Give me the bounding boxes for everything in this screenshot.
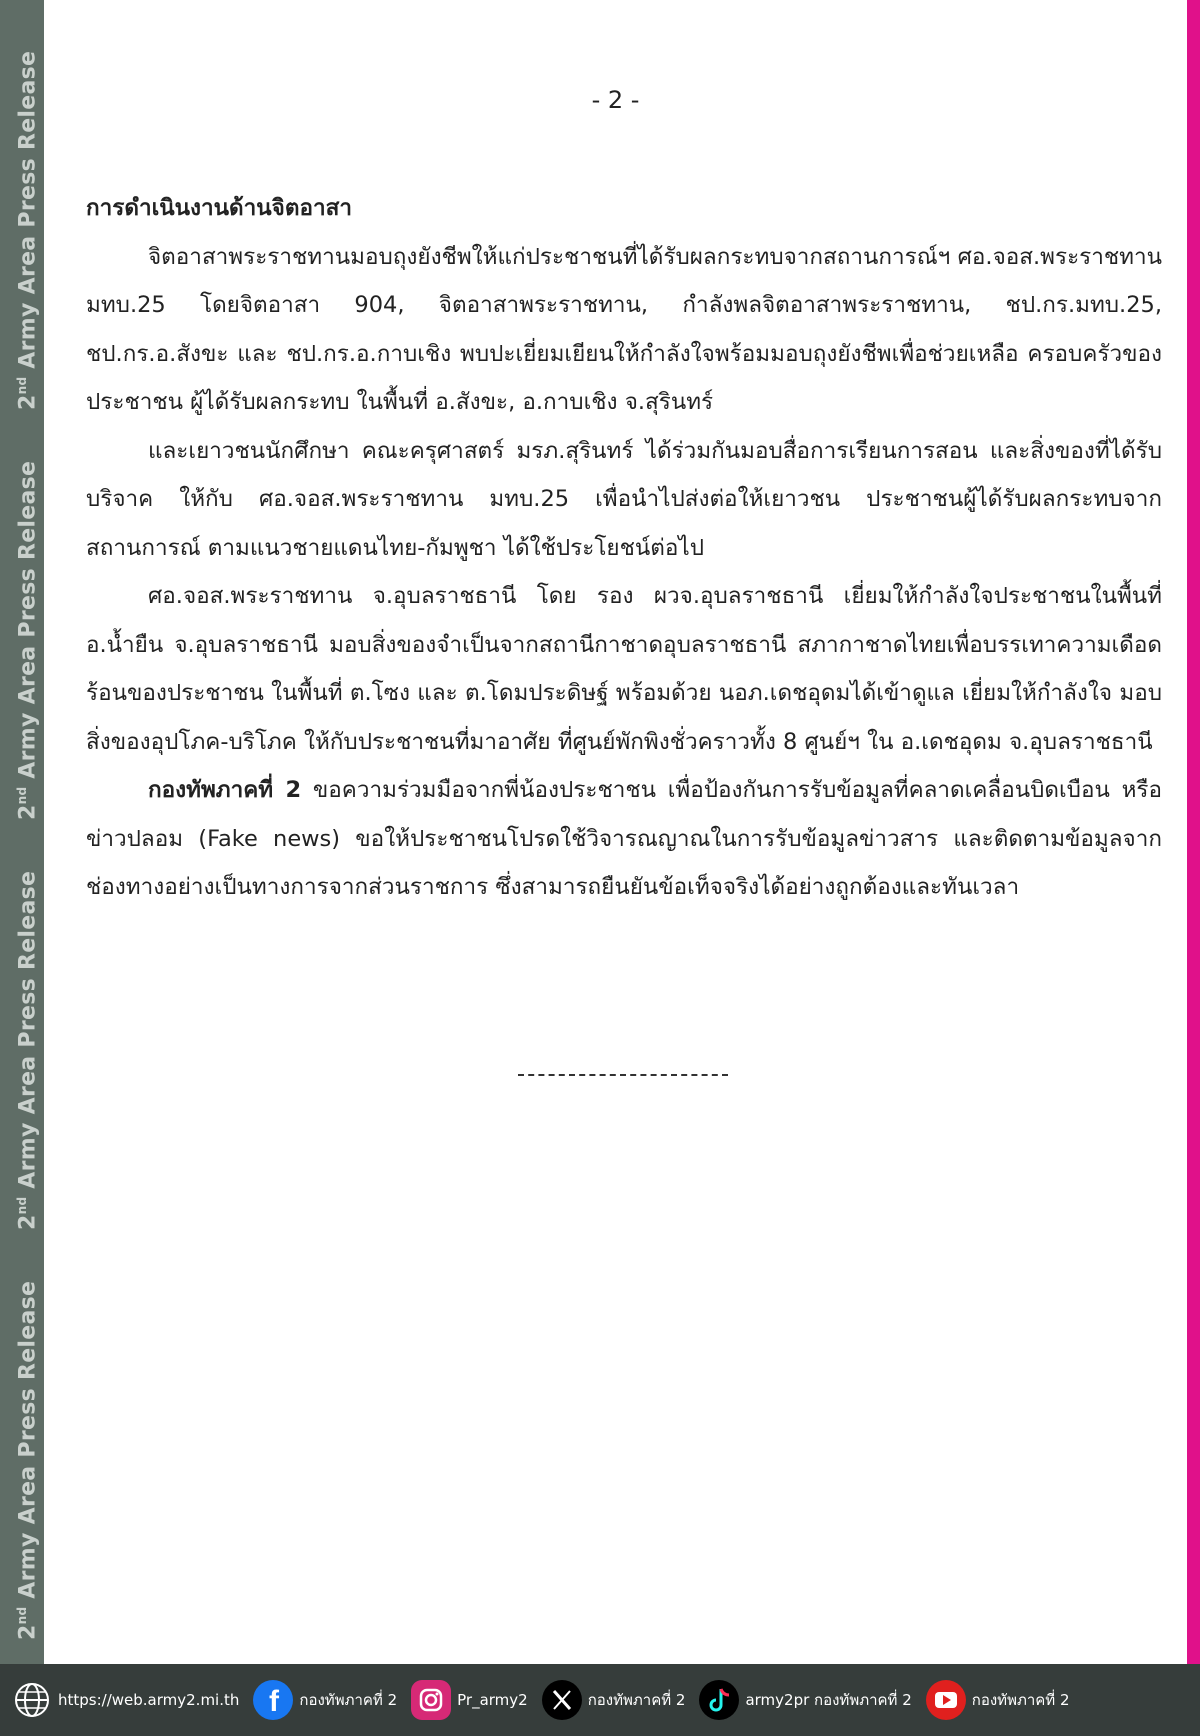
youtube-link[interactable] <box>926 1680 1070 1720</box>
facebook-link[interactable] <box>253 1680 397 1720</box>
end-divider <box>518 1074 728 1076</box>
sidebar-label: 2nd Army Area Press Release <box>15 1280 41 1640</box>
tiktok-link[interactable] <box>699 1680 911 1720</box>
website-link[interactable] <box>12 1680 239 1720</box>
document-page <box>44 0 1187 1664</box>
tiktok-text: army2pr กองทัพภาคที่ 2 <box>745 1691 912 1709</box>
website-text: https://web.army2.mi.th <box>58 1691 240 1709</box>
document-body <box>86 184 1162 912</box>
footer-bar <box>0 1664 1200 1736</box>
section-heading: การดำเนินงานด้านจิตอาสา <box>86 195 352 221</box>
press-release-sidebar <box>0 0 44 1664</box>
x-link[interactable] <box>542 1680 686 1720</box>
facebook-text: กองทัพภาคที่ 2 <box>299 1691 398 1709</box>
closing-text: ขอความร่วมมือจากพี่น้องประชาชน เพื่อป้องกันการรับข้อมูลที่คลาดเคลื่อนบิดเบือน หรือข่าวปลอม (Fake news) ขอให้ประชาชนโปรดใช้วิจารณญาณในการรับข้อมูลข่าวสาร และติดตามข้อมูลจากช่องทางอย่างเป็นทางการจากส่วนราชการ ซึ่งสามารถยืนยันข้อเท็จจริงได้อย่างถูกต้องและทันเวลา <box>86 777 1162 900</box>
closing-lead: กองทัพภาคที่ 2 <box>148 777 302 803</box>
x-text: กองทัพภาคที่ 2 <box>587 1691 686 1709</box>
closing-paragraph <box>86 766 1162 912</box>
x-icon <box>542 1680 582 1720</box>
svg-text:f: f <box>269 1685 280 1718</box>
paragraph: และเยาวชนนักศึกษา คณะครุศาสตร์ มรภ.สุรินทร์ ได้ร่วมกันมอบสื่อการเรียนการสอน และสิ่งของที่ได้รับบริจาค ให้กับ ศอ.จอส.พระราชทาน มทบ.25 เพื่อนำไปส่งต่อให้เยาวชน ประชาชนผู้ได้รับผลกระทบจากสถานการณ์ ตามแนวชายแดนไทย-กัมพูชา ได้ใช้ประโยชน์ต่อไป <box>86 437 1162 561</box>
sidebar-label: 2nd Army Area Press Release <box>15 50 41 410</box>
paragraph: จิตอาสาพระราชทานมอบถุงยังชีพให้แก่ประชาชนที่ได้รับผลกระทบจากสถานการณ์ฯ ศอ.จอส.พระราชทาน มทบ.25 โดยจิตอาสา 904, จิตอาสาพระราชทาน, กำลังพลจิตอาสาพระราชทาน, ชป.กร.มทบ.25, ชป.กร.อ.สังขะ และ ชป.กร.อ.กาบเชิง พบปะเยี่ยมเยียนให้กำลังใจพร้อมมอบถุงยังชีพเพื่อช่วยเหลือ ครอบครัวของประชาชน ผู้ได้รับผลกระทบ ในพื้นที่ อ.สังขะ, อ.กาบเชิง จ.สุรินทร์ <box>86 243 1162 415</box>
instagram-text: Pr_army2 <box>457 1691 528 1709</box>
page-number: - 2 - <box>591 86 640 114</box>
sidebar-label: 2nd Army Area Press Release <box>15 460 41 820</box>
paragraph: ศอ.จอส.พระราชทาน จ.อุบลราชธานี โดย รอง ผวจ.อุบลราชธานี เยี่ยมให้กำลังใจประชาชนในพื้นที่ อ.น้ำยืน จ.อุบลราชธานี มอบสิ่งของจำเป็นจากสถานีกาชาดอุบลราชธานี สภากาชาดไทยเพื่อบรรเทาความเดือดร้อนของประชาชน ในพื้นที่ ต.โซง และ ต.โดมประดิษฐ์ พร้อมด้วย นอภ.เดชอุดมได้เข้าดูแล เยี่ยมให้กำลังใจ มอบสิ่งของอุปโภค-บริโภค ให้กับประชาชนที่มาอาศัย ที่ศูนย์พักพิงชั่วคราวทั้ง 8 ศูนย์ฯ ใน อ.เดชอุดม จ.อุบลราชธานี <box>86 583 1162 755</box>
sidebar-label: 2nd Army Area Press Release <box>15 870 41 1230</box>
youtube-text: กองทัพภาคที่ 2 <box>971 1691 1070 1709</box>
tiktok-icon <box>699 1680 739 1720</box>
globe-icon <box>12 1680 52 1720</box>
youtube-icon <box>926 1680 966 1720</box>
instagram-link[interactable] <box>411 1680 528 1720</box>
accent-bar <box>1187 0 1200 1664</box>
instagram-icon <box>411 1680 451 1720</box>
facebook-icon <box>253 1680 293 1720</box>
